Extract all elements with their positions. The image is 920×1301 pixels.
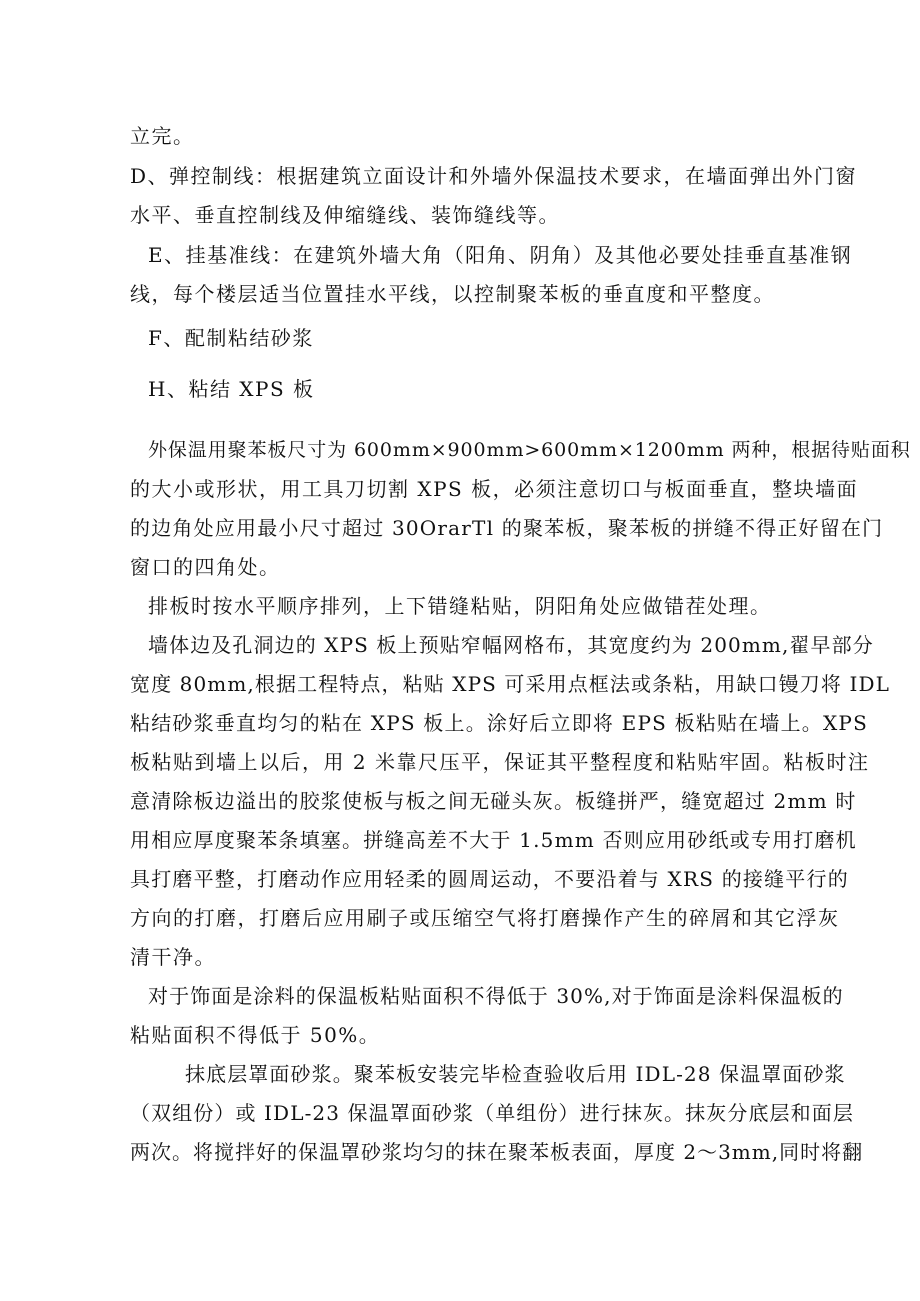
text-line: 清干净。	[130, 945, 216, 969]
text-line: 立完。	[130, 124, 195, 148]
text-line: 排板时按水平顺序排列，上下错缝粘贴，阴阳角处应做错茬处理。	[148, 594, 772, 618]
text-line: 意清除板边溢出的胶浆使板与板之间无碰头灰。板缝拼严，缝宽超过 2mm 时	[130, 789, 857, 813]
text-line: 的边角处应用最小尺寸超过 30OrarTl 的聚苯板，聚苯板的拼缝不得正好留在门	[130, 516, 884, 540]
text-line: 线，每个楼层适当位置挂水平线，以控制聚苯板的垂直度和平整度。	[130, 282, 775, 306]
text-line: 窗口的四角处。	[130, 555, 281, 579]
text-line: 抹底层罩面砂浆。聚苯板安装完毕检查验收后用 IDL-28 保温罩面砂浆	[185, 1062, 846, 1086]
text-line: E、挂基准线：在建筑外墙大角（阳角、阴角）及其他必要处挂垂直基准钢	[148, 243, 853, 267]
text-line: F、配制粘结砂浆	[148, 326, 314, 350]
text-line: 粘贴面积不得低于 50%。	[130, 1023, 381, 1047]
text-line: （双组份）或 IDL-23 保温罩面砂浆（单组份）进行抹灰。抹灰分底层和面层	[130, 1101, 854, 1125]
text-line: 方向的打磨，打磨后应用刷子或压缩空气将打磨操作产生的碎屑和其它浮灰	[130, 906, 840, 930]
text-line: H、粘结 XPS 板	[148, 377, 315, 401]
text-line: 宽度 80mm,根据工程特点，粘贴 XPS 可采用点框法或条粘，用缺口镘刀将 IDL	[130, 672, 890, 696]
text-line: 两次。将搅拌好的保温罩砂浆均匀的抹在聚苯板表面，厚度 2～3mm,同时将翻	[130, 1140, 864, 1164]
text-line: 水平、垂直控制线及伸缩缝线、装饰缝线等。	[130, 203, 560, 227]
text-line: 粘结砂浆垂直均匀的粘在 XPS 板上。涂好后立即将 EPS 板粘贴在墙上。XPS	[130, 711, 868, 735]
text-line: 用相应厚度聚苯条填塞。拼缝高差不大于 1.5mm 否则应用砂纸或专用打磨机	[130, 828, 857, 852]
text-line: 的大小或形状，用工具刀切割 XPS 板，必须注意切口与板面垂直，整块墙面	[130, 477, 859, 501]
text-line: 板粘贴到墙上以后，用 2 米靠尺压平，保证其平整程度和粘贴牢固。粘板时注	[130, 750, 870, 774]
text-line: 具打磨平整，打磨动作应用轻柔的圆周运动，不要沿着与 XRS 的接缝平行的	[130, 867, 849, 891]
text-line: D、弹控制线：根据建筑立面设计和外墙外保温技术要求，在墙面弹出外门窗	[130, 164, 858, 188]
text-line: 墙体边及孔洞边的 XPS 板上预贴窄幅网格布，其宽度约为 200mm,翟早部分	[148, 633, 874, 657]
text-line: 对于饰面是涂料的保温板粘贴面积不得低于 30%,对于饰面是涂料保温板的	[148, 984, 844, 1008]
text-line: 外保温用聚苯板尺寸为 600mm×900mm>600mm×1200mm 两种，根据待贴面积	[148, 439, 911, 461]
